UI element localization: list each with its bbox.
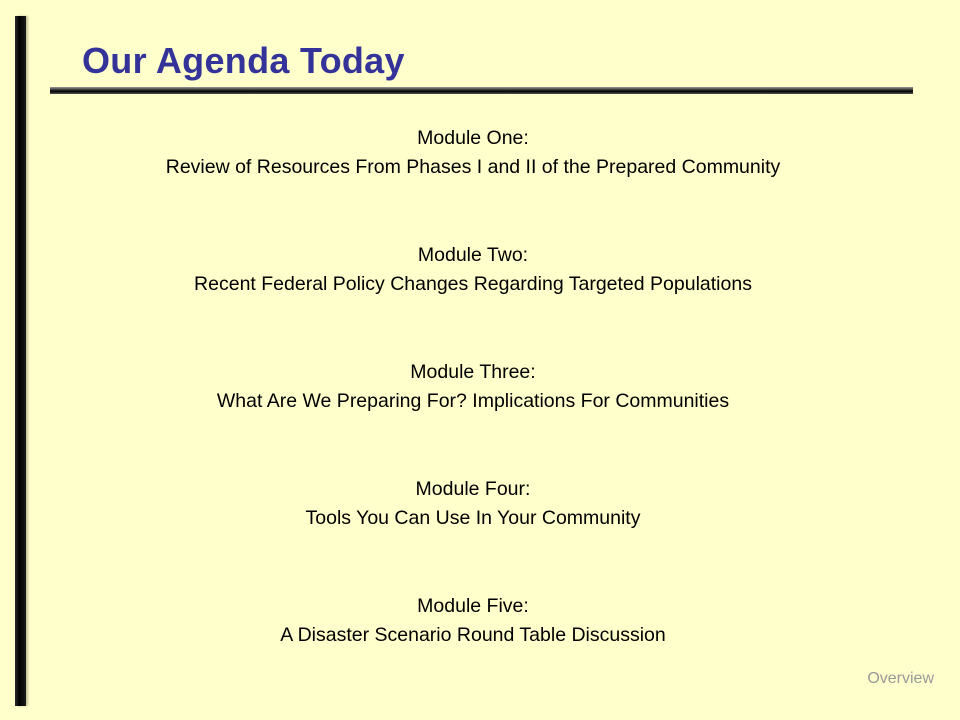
agenda-item-module-three	[40, 358, 906, 475]
module-description: Review of Resources From Phases I and II of the Prepared Community	[165, 156, 781, 178]
module-heading: Module One:	[417, 127, 529, 149]
agenda-item-module-one	[40, 124, 906, 241]
agenda-item-module-two	[40, 241, 906, 358]
title-underline-rule	[50, 87, 913, 94]
module-description: What Are We Preparing For? Implications For Communities	[216, 390, 730, 412]
agenda-item-module-four	[40, 475, 906, 592]
slide-title: Our Agenda Today	[82, 40, 405, 81]
module-heading: Module Five:	[417, 595, 529, 617]
footer-section-label: Overview	[867, 670, 934, 687]
agenda-item-module-five	[40, 592, 906, 709]
agenda-list	[40, 124, 906, 709]
module-heading: Module Four:	[415, 478, 531, 500]
module-description: Tools You Can Use In Your Community	[305, 507, 641, 529]
module-description: A Disaster Scenario Round Table Discussion	[280, 624, 666, 646]
left-decorative-bar	[15, 16, 26, 706]
module-heading: Module Two:	[417, 244, 529, 266]
module-heading: Module Three:	[410, 361, 536, 383]
module-description: Recent Federal Policy Changes Regarding Targeted Populations	[194, 273, 752, 295]
